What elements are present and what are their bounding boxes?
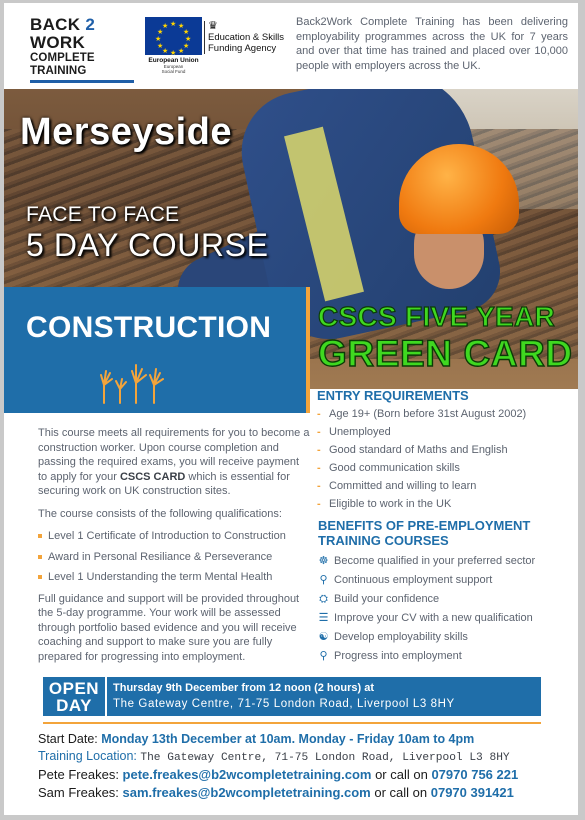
list-item: - Eligible to work in the UK xyxy=(317,496,526,514)
list-item: ☸ Become qualified in your preferred sector xyxy=(318,555,536,567)
tools-icon: ⛭ xyxy=(319,593,328,605)
list-item: - Committed and willing to learn xyxy=(317,478,526,496)
course-label: CONSTRUCTION xyxy=(26,311,272,344)
handshake-icon: ☸ xyxy=(318,555,329,567)
list-item: - Age 19+ (Born before 31st August 2002) xyxy=(317,406,526,424)
back2work-logo xyxy=(30,16,138,83)
list-item: Level 1 Certificate of Introduction to Construction xyxy=(38,529,310,544)
contact-pete: Pete Freakes: pete.freakes@b2wcompletetraining.com or call on 07970 756 221 xyxy=(38,767,519,782)
accent-divider xyxy=(306,287,310,413)
description-paragraph-1: This course meets all requirements for you to become a construction worker. Upon course completion and passing the required exams, you will receive payment to apply for your CSCS CARD which is essential for securing work on UK construction sites. xyxy=(38,427,310,497)
logo-word-work: WORK xyxy=(30,33,86,52)
open-day-banner xyxy=(43,677,541,716)
esfa-line-2: Funding Agency xyxy=(208,43,277,54)
list-item: ☯ Develop employability skills xyxy=(318,631,468,643)
phone-link[interactable]: 07970 391421 xyxy=(430,785,514,800)
description-paragraph-3: Full guidance and support will be provided throughout the 5-day programme. Your work will be assessed through portfolio based evidence and you will receive coaching and support to make sure you are fully prepared for progressing into employment. xyxy=(38,592,300,663)
logo-subtitle: COMPLETE TRAINING xyxy=(30,52,95,77)
list-item: - Good standard of Maths and English xyxy=(317,442,526,460)
brain-icon: ☯ xyxy=(318,631,329,643)
list-item: - Unemployed xyxy=(317,424,526,442)
course-format: FACE TO FACE xyxy=(26,203,180,226)
intro-text: Back2Work Complete Training has been delivering employability programmes across the UK for 7 years and over that time has trained and placed over 10,000 people with employers across the UK. xyxy=(296,16,568,72)
qualifications-list xyxy=(38,529,310,585)
entry-requirements-list xyxy=(317,406,526,514)
list-item: Award in Personal Resiliance & Perseverance xyxy=(38,550,310,565)
list-item: ⛭ Build your confidence xyxy=(317,591,535,610)
entry-requirements-heading: ENTRY REQUIREMENTS xyxy=(317,388,469,403)
open-day-date: Thursday 9th December from 12 noon (2 hours) at xyxy=(113,682,374,694)
eu-subtitle-1: European xyxy=(163,64,184,69)
person-progress-icon: ⚲ xyxy=(319,650,328,662)
benefits-list xyxy=(317,553,535,667)
flyer-page xyxy=(4,3,578,815)
open-day-venue: The Gateway Centre, 71-75 London Road, Liverpool L3 8HY xyxy=(113,698,455,710)
location-title: Merseyside xyxy=(20,111,233,153)
training-location: Training Location: The Gateway Centre, 71-75 London Road, Liverpool L3 8HY xyxy=(38,749,510,764)
course-duration: 5 DAY COURSE xyxy=(26,227,269,263)
eu-logo xyxy=(145,17,202,74)
cscs-card-emphasis: CSCS CARD xyxy=(119,470,186,483)
crest-icon: ♛ xyxy=(208,20,218,32)
raised-hands-icon xyxy=(96,355,166,405)
footer-divider xyxy=(43,722,541,724)
construction-panel xyxy=(4,287,306,413)
start-date: Start Date: Monday 13th December at 10am. Monday - Friday 10am to 4pm xyxy=(38,732,475,746)
list-item: Level 1 Understanding the term Mental Health xyxy=(38,570,310,585)
phone-link[interactable]: 07970 756 221 xyxy=(431,767,519,782)
eu-title: European Union xyxy=(148,57,199,64)
card-title-line1: CSCS FIVE YEAR xyxy=(318,301,556,332)
document-icon: ☰ xyxy=(318,612,329,624)
benefits-heading: BENEFITS OF PRE-EMPLOYMENT TRAINING COURSES xyxy=(318,518,531,548)
esfa-logo xyxy=(204,21,290,54)
logo-word-two: 2 xyxy=(85,15,96,34)
person-icon: ⚲ xyxy=(319,574,328,586)
esfa-line-1: Education & Skills xyxy=(208,32,285,43)
course-description xyxy=(38,426,310,672)
list-item: ⚲ Continuous employment support xyxy=(317,572,535,591)
eu-subtitle-2: Social Fund xyxy=(161,69,186,74)
list-item: - Good communication skills xyxy=(317,460,526,478)
contact-sam: Sam Freakes: sam.freakes@b2wcompletetraining.com or call on 07970 391421 xyxy=(38,785,514,800)
open-day-badge: OPEN DAY xyxy=(43,677,107,716)
card-title-line2: GREEN CARD xyxy=(318,333,573,374)
list-item: ☰ Improve your CV with a new qualification xyxy=(318,612,533,624)
list-item: ⚲ Progress into employment xyxy=(317,648,535,667)
email-link[interactable]: sam.freakes@b2wcompletetraining.com xyxy=(122,785,371,800)
eu-flag-icon: ★ ★ ★ ★ ★ ★ ★ ★ ★ ★ ★ ★ xyxy=(145,17,202,55)
logo-underline xyxy=(30,80,134,83)
email-link[interactable]: pete.freakes@b2wcompletetraining.com xyxy=(122,767,372,782)
description-paragraph-2: The course consists of the following qualifications: xyxy=(38,507,282,520)
logo-word-back: BACK xyxy=(30,15,81,34)
